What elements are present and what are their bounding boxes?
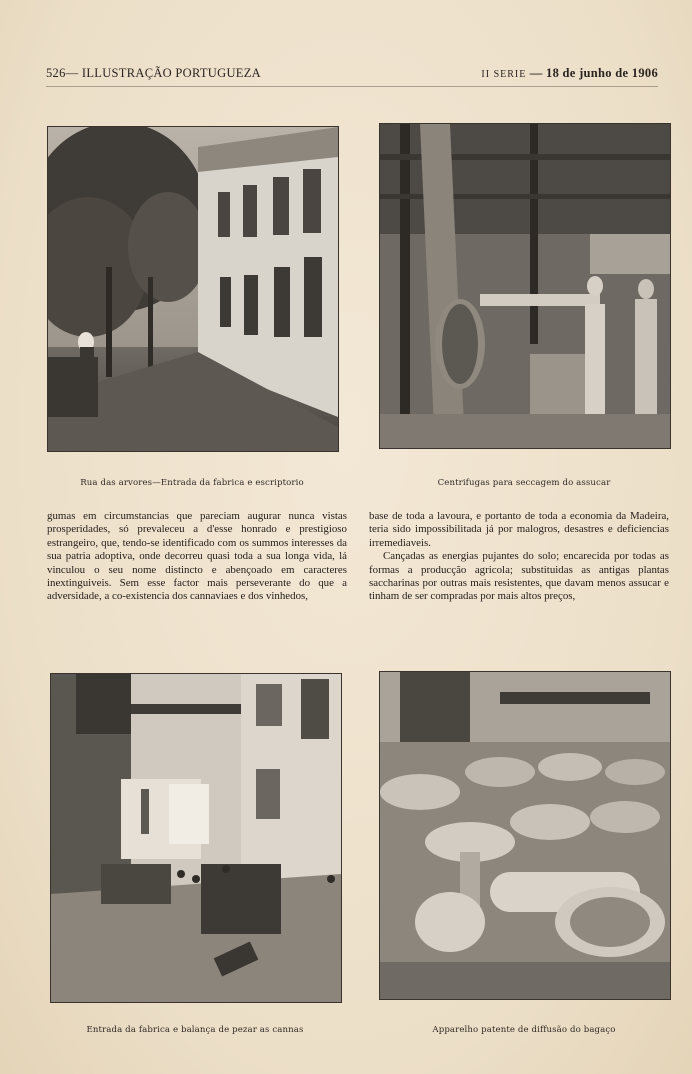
magazine-title: — ILLUSTRAÇÃO PORTUGUEZA [65, 66, 261, 80]
header-right [481, 66, 658, 81]
photo-street-trees [47, 126, 339, 452]
factory-entrance-photo-image [51, 674, 341, 1002]
photo-caption-4: Apparelho patente de diffusão do bagaço [432, 1025, 616, 1035]
photo-caption-1: Rua das arvores—Entrada da fabrica e escriptorio [80, 478, 304, 488]
text-column-right [369, 510, 669, 604]
photo-caption-3: Entrada da fabrica e balança de pezar as cannas [86, 1025, 304, 1035]
photo-caption-2: Centrifugas para seccagem do assucar [437, 478, 611, 488]
left-column-paragraph: gumas em circumstancias que pareciam augurar nunca vistas prosperidades, só prevaleceu a d'esse honrado e prestigioso estrangeiro, que, tendo-se identificado com os summos interesses da sua patria adoptiva, onde decorreu quasi toda a sua longa vida, lá vinculou o seu nome distincto e abençoado em caracteres inextinguiveis. Sem esse factor mais perseverante do que a adversidade, a co-existencia dos cannaviaes e dos vinhedos, [47, 510, 347, 603]
page-number: 526 [46, 66, 66, 80]
centrifuges-photo-image [380, 124, 670, 448]
right-column-paragraph-2: Cançadas as energias pujantes do solo; encarecida por todas as formas a producção agricola; substituidas as antigas plantas saccharinas por outras mais resistentes, que davam menos assucar e tinham de ser compradas por mais altos preços, [369, 550, 669, 603]
issue-date: — 18 de junho de 1906 [529, 66, 658, 80]
header-left [46, 66, 261, 81]
text-column-left [47, 510, 347, 604]
photo-centrifuges [379, 123, 671, 449]
header-rule [46, 86, 658, 87]
diffusion-photo-image [380, 672, 670, 999]
page-header [46, 66, 658, 84]
photo-factory-entrance [50, 673, 342, 1003]
series-label: II SERIE [481, 69, 527, 80]
photo-diffusion-apparatus [379, 671, 671, 1000]
right-column-paragraph-1: base de toda a lavoura, e portanto de toda a economia da Madeira, teria sido impossibilitada já por malogros, desastres e deficiencias irremediaveis. [369, 510, 669, 549]
street-photo-image [48, 127, 338, 451]
